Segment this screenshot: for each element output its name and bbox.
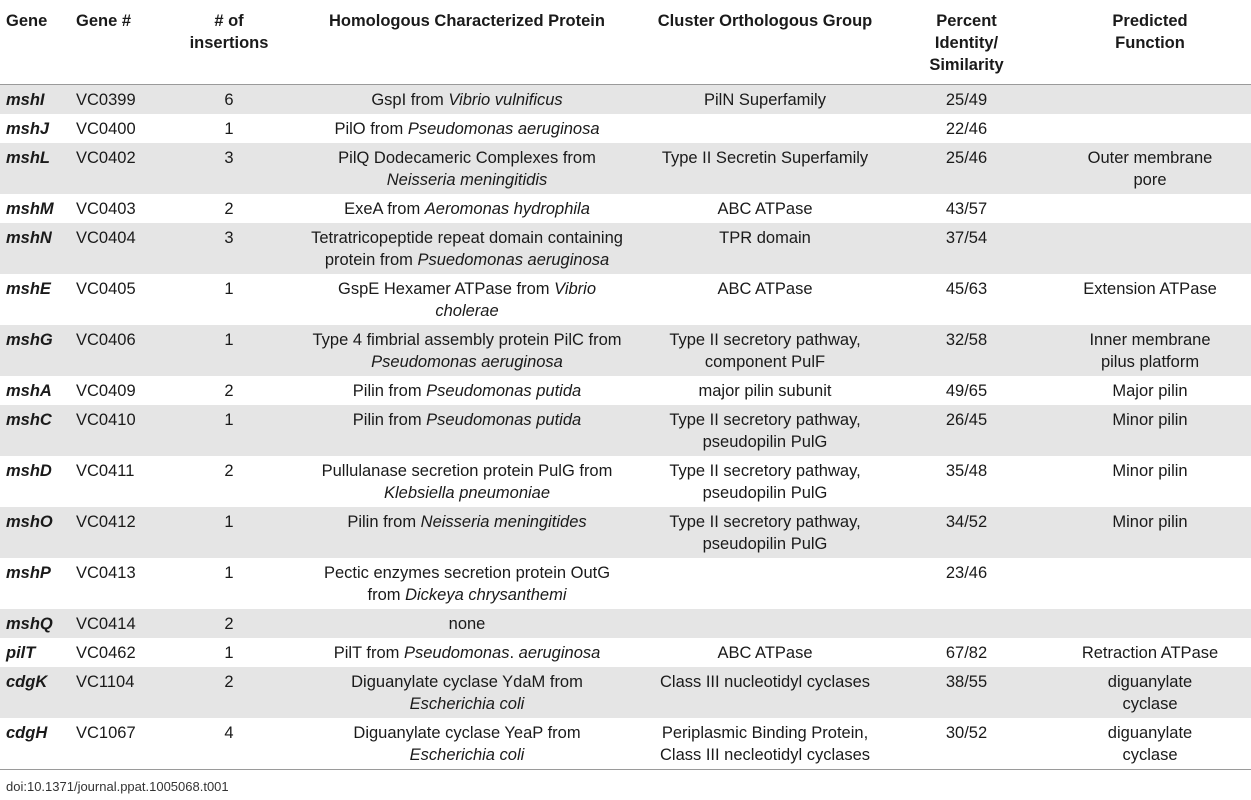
- header-insertions: # of insertions: [189, 12, 269, 52]
- predicted-function-cell: Extension ATPase: [1083, 279, 1217, 298]
- gene-cell: mshP: [6, 563, 51, 582]
- table-row: [0, 405, 1251, 456]
- gene-cell: mshI: [6, 90, 45, 109]
- predicted-function-cell: [1049, 114, 1251, 143]
- doi-footnote: doi:10.1371/journal.ppat.1005068.t001: [6, 779, 229, 794]
- percent-identity-cell: [884, 609, 1049, 638]
- percent-identity-cell: 49/65: [945, 381, 988, 400]
- predicted-function-cell: Minor pilin: [1112, 512, 1188, 531]
- cluster-orthologous-group-cell: Type II secretory pathway, pseudopilin PulG: [669, 461, 861, 502]
- table-row: [0, 274, 1251, 325]
- insertions-cell: 2: [224, 381, 234, 400]
- homologous-protein-cell: PilQ Dodecameric Complexes from Neisseria meningitidis: [338, 148, 596, 189]
- gene-number-cell: VC0403: [76, 199, 136, 218]
- cluster-orthologous-group-cell: ABC ATPase: [717, 279, 813, 298]
- gene-cell: mshE: [6, 279, 51, 298]
- insertions-cell: 1: [224, 330, 234, 349]
- homologous-protein-cell: Pilin from Pseudomonas putida: [352, 410, 582, 429]
- header-homologous-protein: Homologous Characterized Protein: [329, 12, 605, 30]
- gene-cell: mshA: [6, 381, 52, 400]
- homologous-protein-cell: Diguanylate cyclase YeaP from Escherichia coli: [353, 723, 581, 764]
- cluster-orthologous-group-cell: TPR domain: [719, 228, 811, 247]
- percent-identity-cell: 25/46: [945, 148, 988, 167]
- cluster-orthologous-group-cell: ABC ATPase: [717, 199, 813, 218]
- percent-identity-cell: 26/45: [945, 410, 988, 429]
- predicted-function-cell: [1049, 558, 1251, 609]
- homologous-protein-cell: ExeA from Aeromonas hydrophila: [344, 199, 590, 218]
- table-row: [0, 223, 1251, 274]
- cluster-orthologous-group-cell: PilN Superfamily: [704, 90, 826, 109]
- predicted-function-cell: [1049, 609, 1251, 638]
- gene-cell: pilT: [6, 643, 36, 662]
- table-row: [0, 376, 1251, 405]
- gene-number-cell: VC0405: [76, 279, 136, 298]
- table-row: [0, 507, 1251, 558]
- insertions-cell: 4: [224, 723, 234, 742]
- insertions-cell: 1: [224, 279, 234, 298]
- cluster-orthologous-group-cell: Type II Secretin Superfamily: [661, 148, 869, 167]
- cluster-orthologous-group-cell: [646, 558, 884, 609]
- table-row: [0, 667, 1251, 718]
- predicted-function-cell: [1049, 194, 1251, 223]
- predicted-function-cell: Inner membrane pilus platform: [1089, 330, 1211, 371]
- cluster-orthologous-group-cell: major pilin subunit: [698, 381, 832, 400]
- insertions-cell: 1: [224, 119, 234, 138]
- homologous-protein-cell: Pullulanase secretion protein PulG from Klebsiella pneumoniae: [321, 461, 613, 502]
- gene-number-cell: VC0410: [76, 410, 136, 429]
- gene-number-cell: VC0412: [76, 512, 136, 531]
- cluster-orthologous-group-cell: Type II secretory pathway, pseudopilin PulG: [669, 410, 861, 451]
- percent-identity-cell: 23/46: [945, 563, 988, 582]
- insertions-cell: 2: [224, 614, 234, 633]
- cluster-orthologous-group-cell: Type II secretory pathway, pseudopilin PulG: [669, 512, 861, 553]
- insertions-cell: 6: [224, 90, 234, 109]
- gene-number-cell: VC0406: [76, 330, 136, 349]
- cluster-orthologous-group-cell: ABC ATPase: [717, 643, 813, 662]
- table-row: [0, 143, 1251, 194]
- gene-number-cell: VC0400: [76, 119, 136, 138]
- gene-cell: cdgK: [6, 672, 48, 691]
- percent-identity-cell: 34/52: [945, 512, 988, 531]
- insertions-cell: 1: [224, 563, 234, 582]
- table-row: [0, 609, 1251, 638]
- percent-identity-cell: 67/82: [945, 643, 988, 662]
- table-row: [0, 114, 1251, 143]
- cluster-orthologous-group-cell: Class III nucleotidyl cyclases: [660, 672, 870, 691]
- gene-number-cell: VC0399: [76, 90, 136, 109]
- table-row: [0, 558, 1251, 609]
- gene-cell: mshM: [6, 199, 54, 218]
- homologous-protein-cell: GspI from Vibrio vulnificus: [371, 90, 563, 109]
- predicted-function-cell: Minor pilin: [1112, 461, 1188, 480]
- gene-cell: mshJ: [6, 119, 50, 138]
- homologous-protein-cell: Type 4 fimbrial assembly protein PilC from Pseudomonas aeruginosa: [312, 330, 622, 371]
- gene-number-cell: VC0402: [76, 148, 136, 167]
- gene-number-cell: VC0414: [76, 614, 136, 633]
- homologous-protein-cell: PilT from Pseudomonas. aeruginosa: [333, 643, 601, 662]
- gene-number-cell: VC0409: [76, 381, 136, 400]
- homologous-protein-cell: Diguanylate cyclase YdaM from Escherichia coli: [351, 672, 583, 713]
- gene-number-cell: VC0404: [76, 228, 136, 247]
- insertions-cell: 2: [224, 461, 234, 480]
- insertions-cell: 2: [224, 672, 234, 691]
- percent-identity-cell: 30/52: [945, 723, 988, 742]
- insertions-cell: 1: [224, 512, 234, 531]
- predicted-function-cell: Retraction ATPase: [1081, 643, 1219, 662]
- predicted-function-cell: diguanylate cyclase: [1107, 723, 1193, 764]
- gene-number-cell: VC0413: [76, 563, 136, 582]
- homologous-protein-cell: none: [448, 614, 486, 633]
- gene-number-cell: VC1067: [76, 723, 136, 742]
- percent-identity-cell: 37/54: [945, 228, 988, 247]
- header-gene: Gene: [6, 12, 48, 30]
- insertions-cell: 3: [224, 228, 234, 247]
- insertions-cell: 1: [224, 643, 234, 662]
- table-row: [0, 194, 1251, 223]
- gene-number-cell: VC0462: [76, 643, 136, 662]
- gene-cell: mshO: [6, 512, 53, 531]
- cluster-orthologous-group-cell: Type II secretory pathway, component PulF: [669, 330, 861, 371]
- table-row: [0, 84, 1251, 114]
- predicted-function-cell: [1049, 223, 1251, 274]
- homologous-protein-cell: Tetratricopeptide repeat domain containing protein from Psuedomonas aeruginosa: [311, 228, 623, 269]
- gene-cell: mshD: [6, 461, 52, 480]
- percent-identity-cell: 22/46: [945, 119, 988, 138]
- header-percent-identity: Percent Identity/ Similarity: [929, 12, 1004, 74]
- percent-identity-cell: 35/48: [945, 461, 988, 480]
- table-row: [0, 325, 1251, 376]
- insertions-cell: 2: [224, 199, 234, 218]
- cluster-orthologous-group-cell: Periplasmic Binding Protein, Class III necleotidyl cyclases: [660, 723, 870, 764]
- header-cluster-orthologous-group: Cluster Orthologous Group: [657, 12, 873, 30]
- gene-cell: mshQ: [6, 614, 53, 633]
- gene-cell: mshG: [6, 330, 53, 349]
- percent-identity-cell: 32/58: [945, 330, 988, 349]
- percent-identity-cell: 45/63: [945, 279, 988, 298]
- header-gene-number: Gene #: [76, 12, 132, 30]
- predicted-function-cell: Minor pilin: [1112, 410, 1188, 429]
- homologous-protein-cell: Pectic enzymes secretion protein OutG from Dickeya chrysanthemi: [323, 563, 611, 604]
- table-row: [0, 718, 1251, 770]
- header-row: [0, 0, 1251, 84]
- percent-identity-cell: 25/49: [945, 90, 988, 109]
- gene-number-cell: VC1104: [76, 672, 135, 691]
- gene-cell: mshN: [6, 228, 52, 247]
- predicted-function-cell: [1049, 84, 1251, 114]
- homologous-protein-cell: Pilin from Pseudomonas putida: [352, 381, 582, 400]
- cluster-orthologous-group-cell: [646, 609, 884, 638]
- homologous-protein-cell: PilO from Pseudomonas aeruginosa: [334, 119, 600, 138]
- percent-identity-cell: 38/55: [945, 672, 988, 691]
- gene-number-cell: VC0411: [76, 461, 135, 480]
- header-predicted-function: Predicted Function: [1112, 12, 1188, 52]
- insertions-cell: 1: [224, 410, 234, 429]
- table-row: [0, 638, 1251, 667]
- homologous-protein-cell: Pilin from Neisseria meningitides: [347, 512, 587, 531]
- homologous-protein-cell: GspE Hexamer ATPase from Vibrio cholerae: [338, 279, 596, 320]
- cluster-orthologous-group-cell: [646, 114, 884, 143]
- percent-identity-cell: 43/57: [945, 199, 988, 218]
- insertions-cell: 3: [224, 148, 234, 167]
- predicted-function-cell: Outer membrane pore: [1087, 148, 1213, 189]
- predicted-function-cell: diguanylate cyclase: [1107, 672, 1193, 713]
- gene-cell: mshL: [6, 148, 51, 167]
- gene-cell: cdgH: [6, 723, 48, 742]
- predicted-function-cell: Major pilin: [1112, 381, 1188, 400]
- table-body: [0, 84, 1251, 769]
- gene-cell: mshC: [6, 410, 52, 429]
- table-row: [0, 456, 1251, 507]
